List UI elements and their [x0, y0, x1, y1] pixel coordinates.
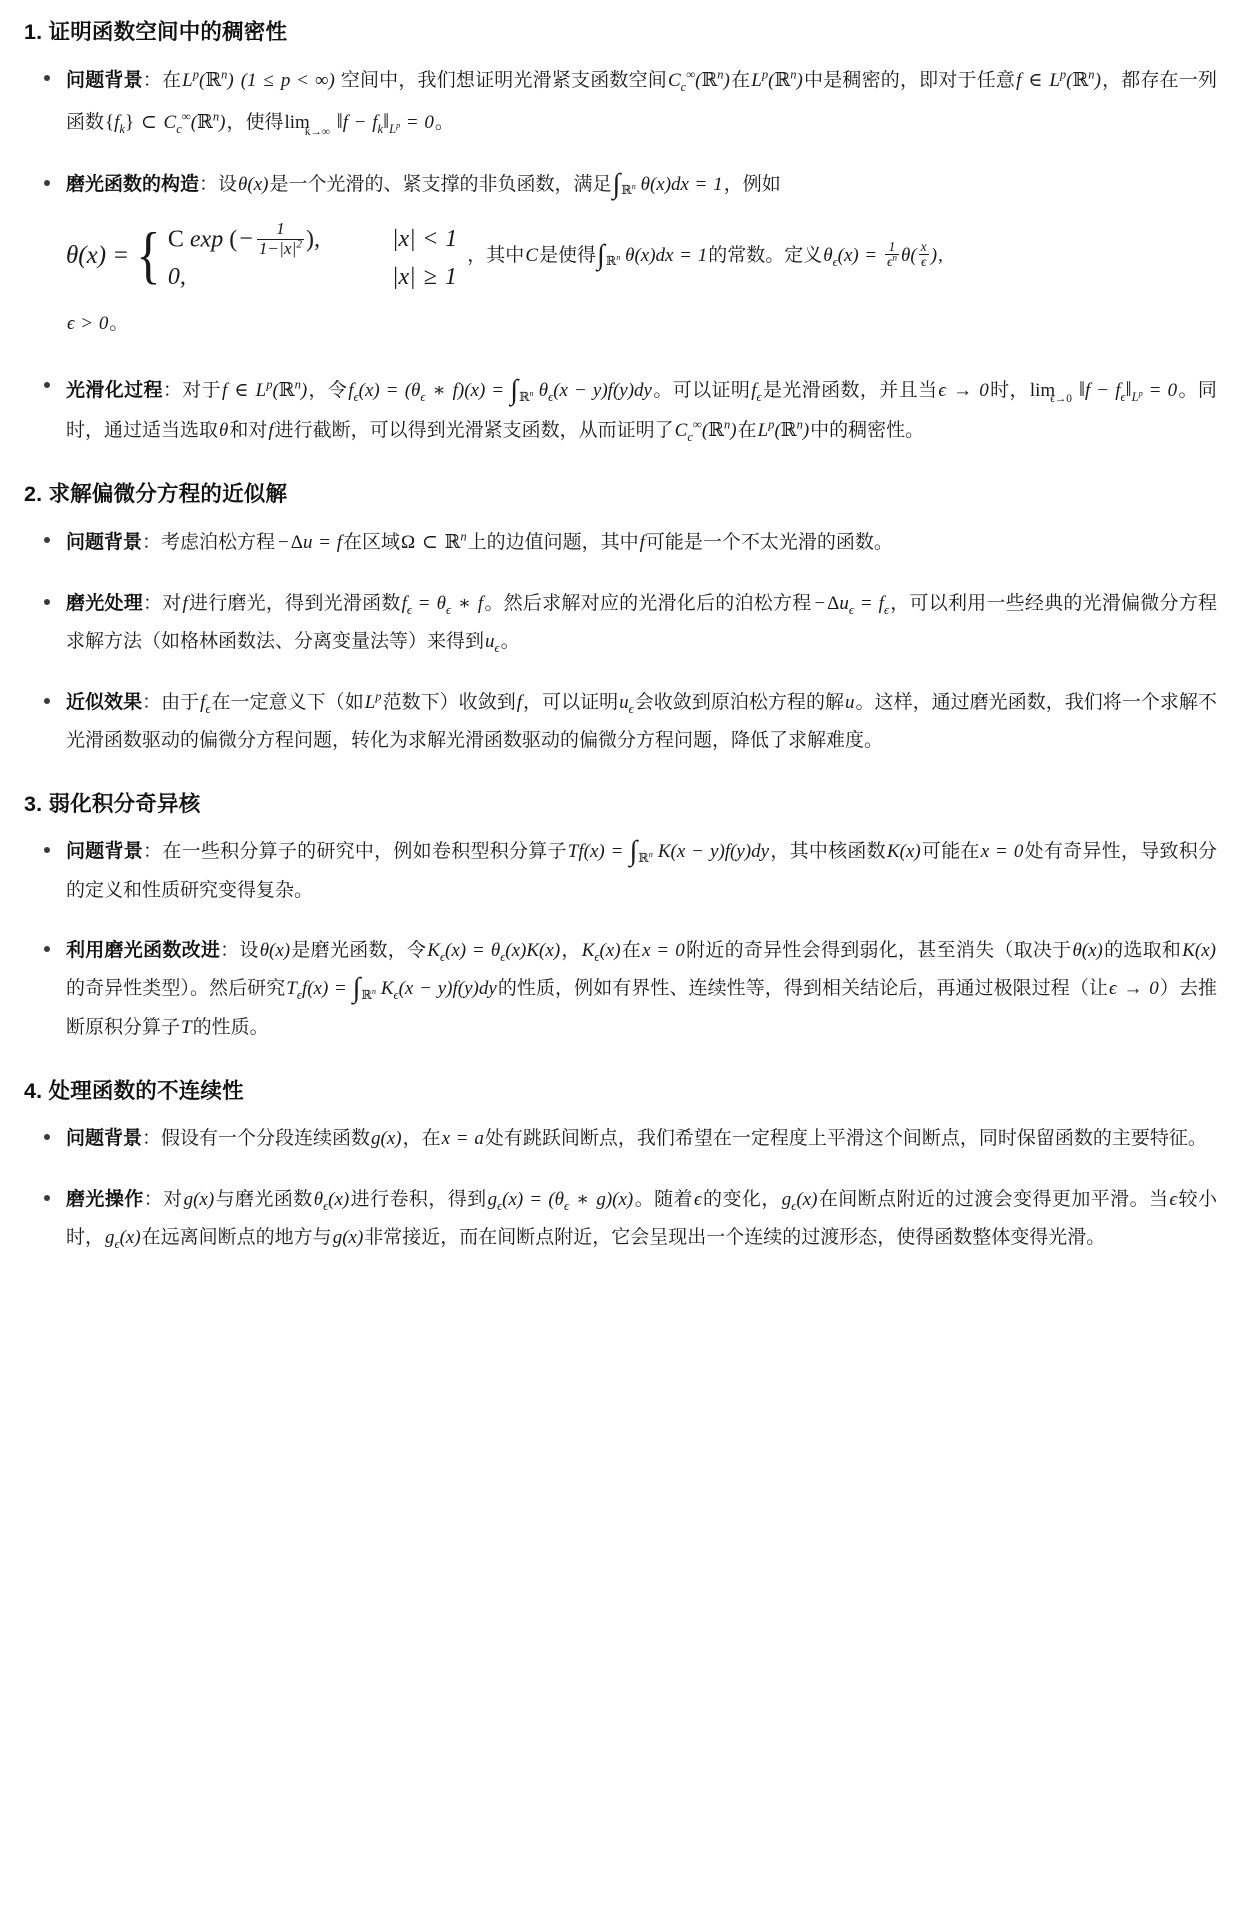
- list-item: [24, 1181, 1217, 1258]
- list-item: [24, 585, 1217, 662]
- cases-condition-1: |x| < 1: [391, 226, 458, 253]
- bullet-paragraph: 问题背景：考虑泊松方程 − Δu = f在区域Ω ⊂ ℝ$^n$上的边值问题，其中f可能是一个不太光滑的函数。: [66, 530, 893, 554]
- list-item: [24, 61, 1217, 144]
- left-brace: {: [136, 219, 161, 291]
- section-1: [24, 18, 1217, 450]
- bullet-paragraph: 问题背景：在一些积分算子的研究中，例如卷积型积分算子$Tf(x) = \int_{ℝ^n}$ K(x − y)f(y)dy，其中核函数K(x)可能在x = 0处有奇异性，导致积分的定义和性质研究变得复杂。: [66, 836, 1217, 901]
- theta-piecewise-equation: [24, 220, 1217, 291]
- section-1-bullet-list-cont: [24, 368, 1217, 451]
- bullet-lead: 光滑化过程: [66, 379, 163, 401]
- bullet-lead: 问题背景: [66, 532, 143, 554]
- cases-rows: [164, 220, 457, 291]
- bullet-paragraph: 磨光操作：对g(x)与磨光函数$\theta_\epsilon(x)$进行卷积，得到$g_\epsilon(x) = (\theta_\epsilon$ ∗ g)(x)。随着ϵ的变化，$g_\epsilon(x)$在间断点附近的过渡会变得更加平滑。当ϵ较小时，$g_\epsilon(x)$在远离间断点的地方与g(x)非常接近，而在间断点附近，它会呈现出一个连续的过渡形态，使得函数整体变得光滑。: [66, 1188, 1217, 1251]
- section-2-title: 2. 求解偏微分方程的近似解: [24, 482, 288, 507]
- colon: ：: [142, 70, 162, 92]
- colon: ：: [142, 532, 162, 554]
- bullet-lead: 利用磨光函数改进: [66, 940, 221, 962]
- section-4: [24, 1077, 1217, 1257]
- list-item: [24, 523, 1217, 562]
- bullet-paragraph: 近似效果：由于$f_\epsilon$在一定意义下（如$L^p$范数下）收敛到f，可以证明$u_\epsilon$会收敛到原泊松方程的解u。这样，通过磨光函数，我们将一个求解不光滑函数驱动的偏微分方程问题，转化为求解光滑函数驱动的偏微分方程问题，降低了求解难度。: [66, 689, 1217, 751]
- section-2-bullet-list: [24, 523, 1217, 760]
- list-item: [24, 166, 1217, 204]
- section-3-bullet-list: [24, 833, 1217, 1047]
- cases-value-2: 0,: [167, 264, 186, 291]
- section-4-bullet-list: [24, 1120, 1217, 1257]
- colon: ：: [162, 379, 183, 401]
- equation-follow-line: ϵ > 0。: [67, 313, 129, 335]
- list-item: [24, 932, 1217, 1047]
- equation-lhs: θ(x) =: [66, 241, 130, 269]
- bullet-lead: 磨光操作: [66, 1188, 144, 1210]
- bullet-lead: 近似效果: [66, 691, 143, 713]
- bullet-paragraph: 问题背景：在$L^p(ℝ^n) (1 \le p$ < ∞) 空间中，我们想证明光滑紧支函数空间$C_c^\infty(ℝ^n)$在$L^p(ℝ^n)$中是稠密的，即对于任意f ∈ $L^p(ℝ^n)$，都存在一列函数$\{f_k\}$ ⊂ $C_c^\infty(ℝ^n)$，使得limk→∞ ‖f − $f_k‖_{L^p} = 0$。: [66, 67, 1218, 138]
- colon: ：: [142, 1128, 162, 1150]
- list-item: [24, 833, 1217, 910]
- bullet-paragraph: 利用磨光函数改进：设θ(x)是磨光函数，令$K_\epsilon(x) = \theta_\epsilon(x)K(x)$，$K_\epsilon(x)$在x = 0附近的奇异性会得到弱化，甚至消失（取决于θ(x)的选取和K(x)的奇异性类型）。然后研究$T_\epsilon f(x) = \int_{ℝ^n}$ $K_\epsilon(x - y)f(y)dy$的性质，例如有界性、连续性等，得到相关结论后，再通过极限过程（让ϵ → 0）去推断原积分算子T的性质。: [66, 940, 1217, 1038]
- section-4-title: 4. 处理函数的不连续性: [24, 1079, 244, 1104]
- bullet-lead: 磨光处理: [66, 592, 143, 614]
- bullet-lead: 磨光函数的构造: [66, 173, 200, 195]
- section-1-title: 1. 证明函数空间中的稠密性: [24, 20, 288, 44]
- list-item: [24, 684, 1217, 761]
- cases-row-2: [168, 264, 457, 291]
- cases-block: [133, 220, 457, 291]
- colon: ：: [142, 691, 162, 713]
- list-item: [24, 1120, 1217, 1158]
- colon: ：: [220, 940, 240, 962]
- equation-tail: ，其中C是使得$\int_{ℝ^n}$ θ(x)dx = 1的常数。定义$\theta_\epsilon(x)$ = $\frac{1}{\epsilon^n}$ θ( $\frac{x}{\epsilon}$ ),: [467, 238, 943, 271]
- section-2: [24, 480, 1217, 760]
- list-item: [24, 368, 1217, 451]
- section-1-bullet-list: [24, 61, 1217, 204]
- section-3: [24, 790, 1217, 1047]
- cases-value-1: C exp (− $\frac{1}{1-|x|^2}$ ),: [167, 219, 321, 258]
- cases-row-1: [168, 220, 457, 258]
- section-3-title: 3. 弱化积分奇异核: [24, 792, 201, 817]
- colon: ：: [143, 1188, 164, 1210]
- bullet-lead: 问题背景: [66, 1128, 143, 1150]
- bullet-paragraph: 光滑化过程：对于f ∈ $L^p(ℝ^n)$，令$f_\epsilon(x) = (\theta_\epsilon$ ∗ $f)(x) = \int_{ℝ^n}$ $\theta_\epsilon(x - y)f(y)dy$。可以证明$f_\epsilon$是光滑函数，并且当ϵ → 0时，limϵ→0 ‖f − $f_\epsilon‖_{L^p} = 0$。同时，通过适当选取θ和对f进行截断，可以得到光滑紧支函数，从而证明了$C_c^\infty(ℝ^n)$在$L^p(ℝ^n)$中的稠密性。: [66, 374, 1217, 444]
- bullet-paragraph: 问题背景：假设有一个分段连续函数g(x)，在x = a处有跳跃间断点，我们希望在一定程度上平滑这个间断点，同时保留函数的主要特征。: [66, 1128, 1207, 1150]
- bullet-paragraph: 磨光函数的构造：设θ(x)是一个光滑的、紧支撑的非负函数，满足$\int_{ℝ^n}$ θ(x)dx = 1，例如: [66, 168, 781, 200]
- colon: ：: [142, 592, 163, 614]
- colon: ：: [143, 841, 163, 863]
- bullet-lead: 问题背景: [66, 70, 143, 92]
- bullet-lead: 问题背景: [66, 841, 144, 863]
- bullet-paragraph: 磨光处理：对f进行磨光，得到光滑函数$f_\epsilon = \theta_\epsilon$ ∗ f。然后求解对应的光滑化后的泊松方程 − $\Delta u_\epsilon = f_\epsilon$，可以利用一些经典的光滑偏微分方程求解方法（如格林函数法、分离变量法等）来得到$u_\epsilon$。: [66, 592, 1218, 655]
- colon: ：: [199, 173, 219, 195]
- cases-condition-2: |x| ≥ 1: [391, 264, 457, 291]
